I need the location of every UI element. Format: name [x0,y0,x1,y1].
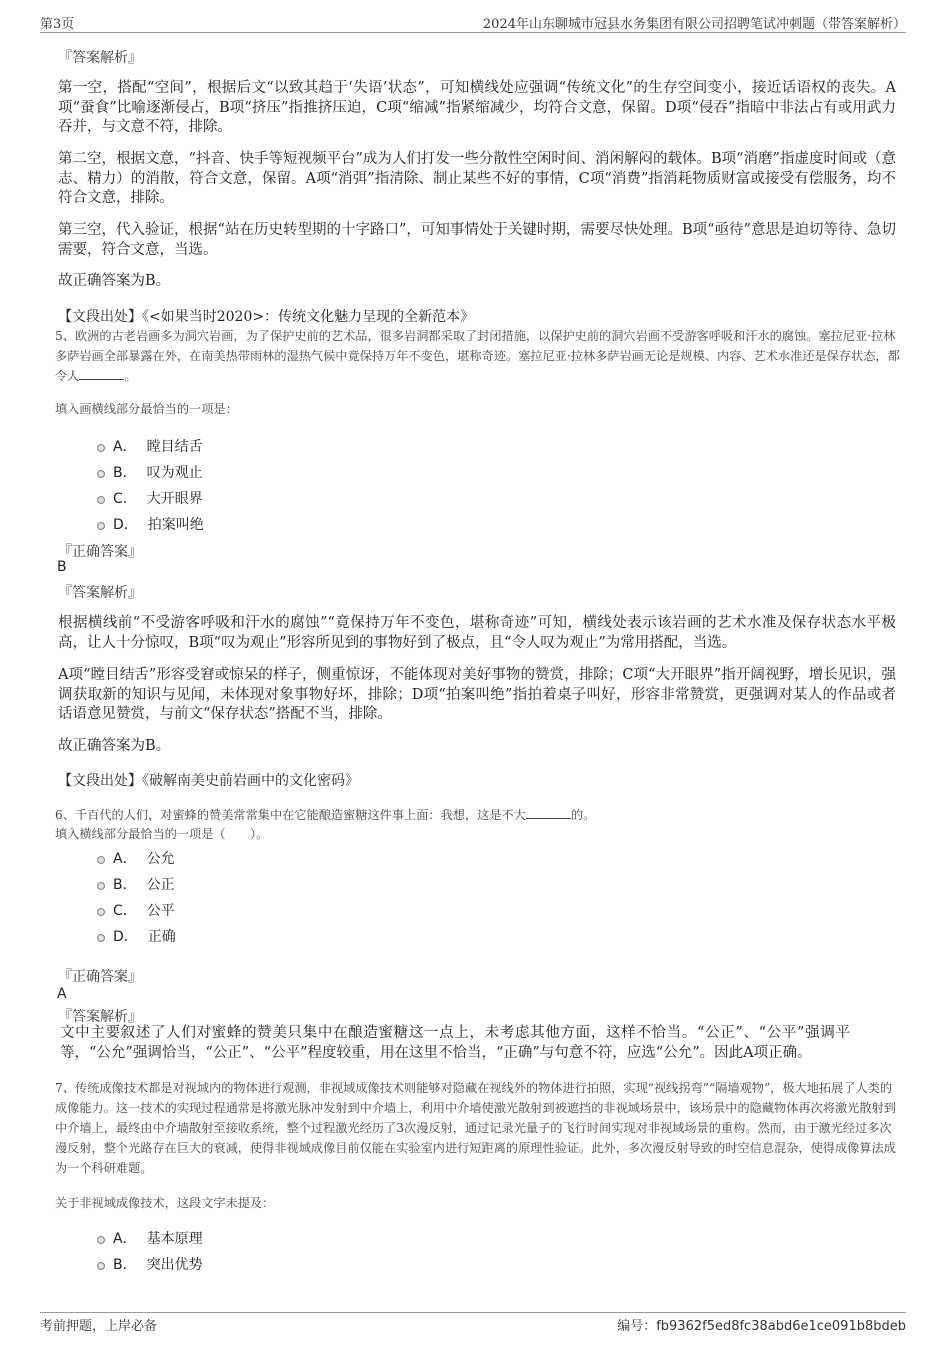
q6-prompt: 填入横线部分最恰当的一项是（ ）。 [55,827,269,841]
q5-option-a[interactable] [97,436,203,456]
q7-question-text: 7、传统成像技术都是对视域内的物体进行观测，非视域成像技术则能够对隐藏在视线外的物体进行拍照，实现“视线拐弯”“隔墙观物”，极大地拓展了人类的成像能力。这一技术的实现过程通常是将激光脉冲发射到中介墙上，利用中介墙使激光散射到被遮挡的非视域场景中，该场景中的隐藏物体再次将激光散射到中介墙上，最终由中介墙散射至接收系统，整个过程激光经历了3次漫反射，通过记录光量子的飞行时间实现对非视域场景的重构。然而，由于激光经过多次漫反射，整个光路存在巨大的衰减，使得非视域成像目前仅能在实验室内进行短距离的原理性验证。此外，多次漫反射导致的时空信息混杂，使得成像算法成为一个科研难题。 [55,1081,896,1175]
option-text: 拍案叫绝 [147,517,204,533]
q4-conclusion: 故正确答案为B。 [58,273,171,289]
option-key: D． [113,517,138,533]
document-id-label: 编号： [617,1319,657,1334]
q4-analysis-paragraph-1: 第一空，搭配“空间”，根据后文“以致其趋于‘失语’状态”，可知横线处应强调“传统文化”的生存空间变小，接近话语权的丧失。A项“蚕食”比喻逐渐侵占，B项“挤压”指推挤压迫，C项“缩减”指紧缩减少，均符合文意，保留。D项“侵吞”指暗中非法占有或用武力吞并，与文意不符，排除。 [58,80,896,135]
q6-question-text [55,805,900,825]
option-key: B． [113,1257,137,1273]
option-text: 公平 [146,903,175,919]
radio-button[interactable] [97,908,105,916]
q6-option-a[interactable] [97,848,175,868]
option-key: D． [113,929,138,945]
radio-button[interactable] [97,1236,105,1244]
document-title: 2024年山东聊城市冠县水务集团有限公司招聘笔试冲刺题（带答案解析） [482,17,906,32]
q6-stem: 6、千百代的人们，对蜜蜂的赞美常常集中在它能酿造蜜糖这件事上面：我想，这是不大 [55,808,526,822]
q5-prompt: 填入画横线部分最恰当的一项是： [55,402,238,416]
option-text: 正确 [147,929,176,945]
q4-analysis-label: 『答案解析』 [58,50,142,66]
q7-option-a[interactable] [97,1228,203,1248]
q5-question-text [55,326,900,386]
footer-divider [40,1312,906,1313]
option-key: A． [113,851,137,867]
option-key: A． [113,1231,137,1247]
q6-option-c[interactable] [97,900,175,920]
option-key: C． [113,491,137,507]
q6-blank [526,806,571,819]
radio-button[interactable] [97,470,105,478]
option-text: 突出优势 [146,1257,203,1273]
q5-analysis-label: 『答案解析』 [58,585,142,601]
radio-button[interactable] [97,1262,105,1270]
q6-correct-label: 『正确答案』 [58,969,142,985]
q5-option-b[interactable] [97,462,203,482]
option-key: A． [113,439,137,455]
q5-correct-answer: B [57,559,67,575]
option-key: B． [113,877,137,893]
q5-stem-end: 。 [124,369,137,383]
radio-button[interactable] [97,882,105,890]
header-divider [40,32,906,33]
q4-analysis-paragraph-3: 第三空，代入验证，根据“站在历史转型期的十字路口”，可知事情处于关键时期，需要尽快处理。B项“亟待”意思是迫切等待、急切需要，符合文意，当选。 [58,222,896,258]
q7-option-b[interactable] [97,1254,203,1274]
q6-stem-end: 的。 [570,808,596,822]
document-id-value: fb9362f5ed8fc38abd6e1ce091b8bdeb [656,1319,906,1334]
q6-option-d[interactable] [97,926,176,946]
q5-stem: 5、欧洲的古老岩画多为洞穴岩画，为了保护史前的艺术品，很多岩洞都采取了封闭措施，以保护史前的洞穴岩画不受游客呼吸和汗水的腐蚀。塞拉尼亚·拉林多萨岩画全部暴露在外，在南美热带雨林的湿热气候中竟保持万年不变色，堪称奇迹。塞拉尼亚·拉林多萨岩画无论是规模、内容、艺术水准还是保存状态，都令人 [55,329,900,383]
q5-correct-label: 『正确答案』 [58,544,142,560]
q5-source: 【文段出处】《破解南美史前岩画中的文化密码》 [58,773,359,789]
q5-analysis-paragraph-1: 根据横线前“不受游客呼吸和汗水的腐蚀”“竟保持万年不变色，堪称奇迹”可知，横线处表示该岩画的艺术水准及保存状态水平极高，让人十分惊叹，B项“叹为观止”形容所见到的事物好到了极点，且“令人叹为观止”为常用搭配，当选。 [58,615,896,651]
footer-slogan: 考前押题，上岸必备 [40,1319,158,1334]
q5-blank [79,367,124,380]
radio-button[interactable] [97,496,105,504]
document-id [617,1315,906,1334]
option-key: C． [113,903,137,919]
radio-button[interactable] [97,934,105,942]
radio-button[interactable] [97,522,105,530]
q5-option-c[interactable] [97,488,203,508]
q6-option-b[interactable] [97,874,175,894]
q7-prompt: 关于非视域成像技术，这段文字未提及： [55,1196,275,1210]
option-text: 大开眼界 [146,491,203,507]
page-number: 第3页 [40,17,75,32]
option-text: 基本原理 [146,1231,203,1247]
option-text: 公正 [146,877,175,893]
q6-correct-answer: A [57,986,67,1002]
option-text: 叹为观止 [146,465,203,481]
q4-analysis-paragraph-2: 第二空，根据文意，“抖音、快手等短视频平台”成为人们打发一些分散性空闲时间、消闲解闷的载体。B项“消磨”指虚度时间或（意志、精力）的消散，符合文意，保留。A项“消弭”指清除、制止某些不好的事情，C项“消费”指消耗物质财富或接受有偿服务，均不符合文意，排除。 [58,151,896,206]
radio-button[interactable] [97,856,105,864]
q5-analysis-paragraph-2: A项“瞠目结舌”形容受窘或惊呆的样子，侧重惊讶，不能体现对美好事物的赞赏，排除；C项“大开眼界”指开阔视野，增长见识，强调获取新的知识与见闻，未体现对象事物好坏，排除；D项“拍案叫绝”指拍着桌子叫好，形容非常赞赏，更强调对某人的作品或者话语意见赞赏，与前文“保存状态”搭配不当，排除。 [58,667,896,722]
q4-source: 【文段出处】《<如果当时2020>：传统文化魅力呈现的全新范本》 [58,309,475,325]
option-text: 公允 [146,851,175,867]
q6-analysis-label: 『答案解析』 [58,1009,142,1025]
q6-analysis-paragraph: 文中主要叙述了人们对蜜蜂的赞美只集中在酿造蜜糖这一点上，未考虑其他方面，这样不恰当。“公正”、“公平”强调平等，“公允”强调恰当，“公正”、“公平”程度较重，用在这里不恰当，“正确”与句意不符，应选“公允”。因此A项正确。 [60,1025,850,1061]
option-key: B． [113,465,137,481]
radio-button[interactable] [97,444,105,452]
option-text: 瞠目结舌 [146,439,203,455]
q5-conclusion: 故正确答案为B。 [58,738,171,754]
q5-option-d[interactable] [97,514,204,534]
